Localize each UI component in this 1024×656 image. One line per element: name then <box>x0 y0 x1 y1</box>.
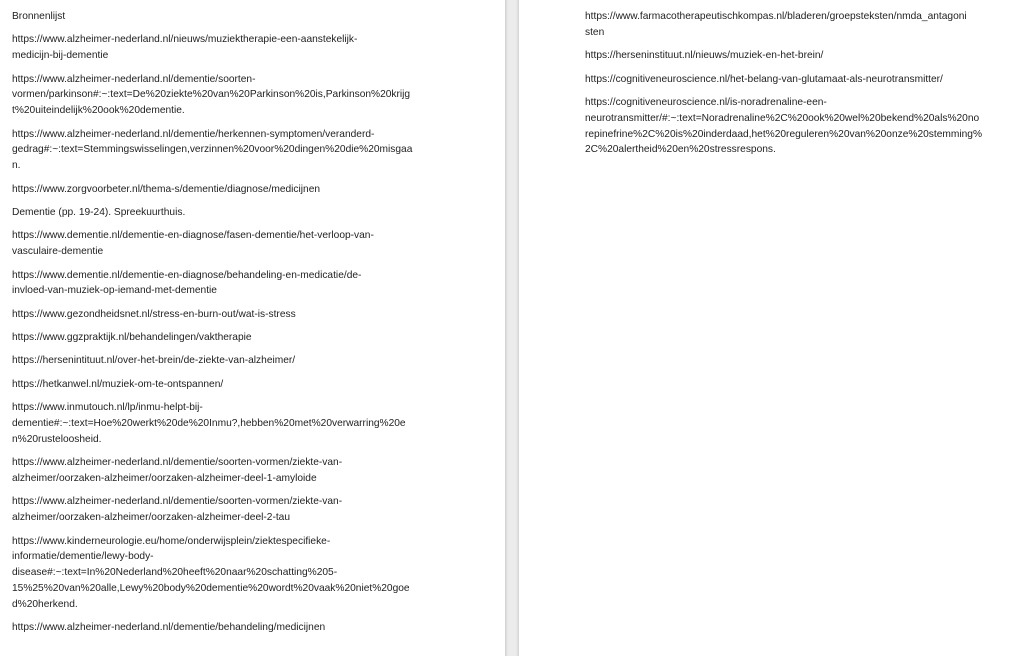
reference-line: https://cognitiveneuroscience.nl/is-noradrenaline-een- <box>585 96 827 108</box>
reference-line: https://cognitiveneuroscience.nl/het-belang-van-glutamaat-als-neurotransmitter/ <box>585 73 943 85</box>
reference-entry <box>12 182 442 198</box>
reference-line: medicijn-bij-dementie <box>12 50 109 62</box>
reference-entry <box>12 455 442 487</box>
document-page-left <box>0 0 505 656</box>
reference-entry <box>12 205 442 221</box>
reference-line: https://www.dementie.nl/dementie-en-diagnose/behandeling-en-medicatie/de- <box>12 269 362 281</box>
reference-line: n. <box>12 160 21 172</box>
reference-entry <box>585 9 1015 41</box>
reference-line: neurotransmitter/#:~:text=Noradrenaline%2C%20ook%20wel%20bekend%20als%20no <box>585 112 980 124</box>
reference-line: https://www.zorgvoorbeter.nl/thema-s/dementie/diagnose/medicijnen <box>12 183 321 195</box>
reference-line: https://hersenintituut.nl/over-het-brein/de-ziekte-van-alzheimer/ <box>12 355 296 367</box>
reference-line: https://www.alzheimer-nederland.nl/dementie/soorten-vormen/ziekte-van- <box>12 496 343 508</box>
reference-line: https://www.alzheimer-nederland.nl/dementie/herkennen-symptomen/veranderd- <box>12 128 375 140</box>
reference-line: https://www.alzheimer-nederland.nl/dementie/soorten-vormen/ziekte-van- <box>12 457 343 469</box>
reference-line: vasculaire-dementie <box>12 246 104 258</box>
reference-line: d%20herkend. <box>12 598 78 610</box>
reference-line: https://herseninstituut.nl/nieuws/muziek-en-het-brein/ <box>585 50 824 62</box>
reference-entry <box>12 268 442 300</box>
reference-entry <box>12 32 442 64</box>
page-gutter <box>505 0 519 656</box>
reference-line: repinefrine%2C%20is%20inderdaad,het%20reguleren%20van%20onze%20stemming% <box>585 128 982 140</box>
reference-line: t%20uiteindelijk%20ook%20dementie. <box>12 105 185 117</box>
reference-line: https://hetkanwel.nl/muziek-om-te-ontspannen/ <box>12 378 224 390</box>
reference-line: https://www.inmutouch.nl/lp/inmu-helpt-bij- <box>12 402 203 414</box>
reference-entry <box>12 377 442 393</box>
reference-entry <box>12 494 442 526</box>
reference-entry <box>12 307 442 323</box>
reference-entry <box>12 72 442 119</box>
reference-line: 15%25%20van%20alle,Lewy%20body%20dementie%20wordt%20vaak%20niet%20goe <box>12 583 410 595</box>
reference-entry <box>12 620 442 636</box>
reference-entry <box>12 330 442 346</box>
reference-entry <box>12 127 442 174</box>
reference-line: sten <box>585 26 605 38</box>
reference-line: https://www.kinderneurologie.eu/home/onderwijsplein/ziektespecifieke- <box>12 535 331 547</box>
reference-line: informatie/dementie/lewy-body- <box>12 551 154 563</box>
reference-entry <box>585 48 1015 64</box>
reference-line: 2C%20alertheid%20en%20stressrespons. <box>585 144 776 156</box>
reference-entry <box>12 353 442 369</box>
document-page-right <box>519 0 1024 656</box>
reference-line: https://www.alzheimer-nederland.nl/dementie/soorten- <box>12 73 256 85</box>
reference-line: https://www.alzheimer-nederland.nl/nieuws/muziektherapie-een-aanstekelijk- <box>12 34 358 46</box>
reference-line: https://www.alzheimer-nederland.nl/dementie/behandeling/medicijnen <box>12 622 326 634</box>
reference-line: Bronnenlijst <box>12 11 66 22</box>
reference-line: gedrag#:~:text=Stemmingswisselingen,verzinnen%20voor%20dingen%20die%20misgaa <box>12 144 413 156</box>
reference-line: alzheimer/oorzaken-alzheimer/oorzaken-alzheimer-deel-1-amyloide <box>12 473 317 485</box>
reference-line: https://www.farmacotherapeutischkompas.nl/bladeren/groepsteksten/nmda_antagoni <box>585 11 967 22</box>
reference-entry <box>585 95 1015 158</box>
reference-line: vormen/parkinson#:~:text=De%20ziekte%20van%20Parkinson%20is,Parkinson%20krijg <box>12 89 411 101</box>
reference-line: dementie#:~:text=Hoe%20werkt%20de%20Inmu?,hebben%20met%20verwarring%20e <box>12 418 406 430</box>
reference-line: https://www.dementie.nl/dementie-en-diagnose/fasen-dementie/het-verloop-van- <box>12 230 374 242</box>
reference-line: disease#:~:text=In%20Nederland%20heeft%20naar%20schatting%205- <box>12 567 338 579</box>
reference-line: https://www.ggzpraktijk.nl/behandelingen/vaktherapie <box>12 332 252 344</box>
reference-line: Dementie (pp. 19-24). Spreekuurthuis. <box>12 206 186 218</box>
reference-line: invloed-van-muziek-op-iemand-met-dementie <box>12 285 217 297</box>
reference-entry <box>12 228 442 260</box>
reference-entry <box>585 72 1015 88</box>
reference-line: alzheimer/oorzaken-alzheimer/oorzaken-alzheimer-deel-2-tau <box>12 512 291 524</box>
reference-line: https://www.gezondheidsnet.nl/stress-en-burn-out/wat-is-stress <box>12 308 296 320</box>
reference-entry <box>12 400 442 447</box>
document-heading <box>12 9 442 25</box>
reference-line: n%20rusteloosheid. <box>12 433 102 445</box>
reference-entry <box>12 534 442 613</box>
